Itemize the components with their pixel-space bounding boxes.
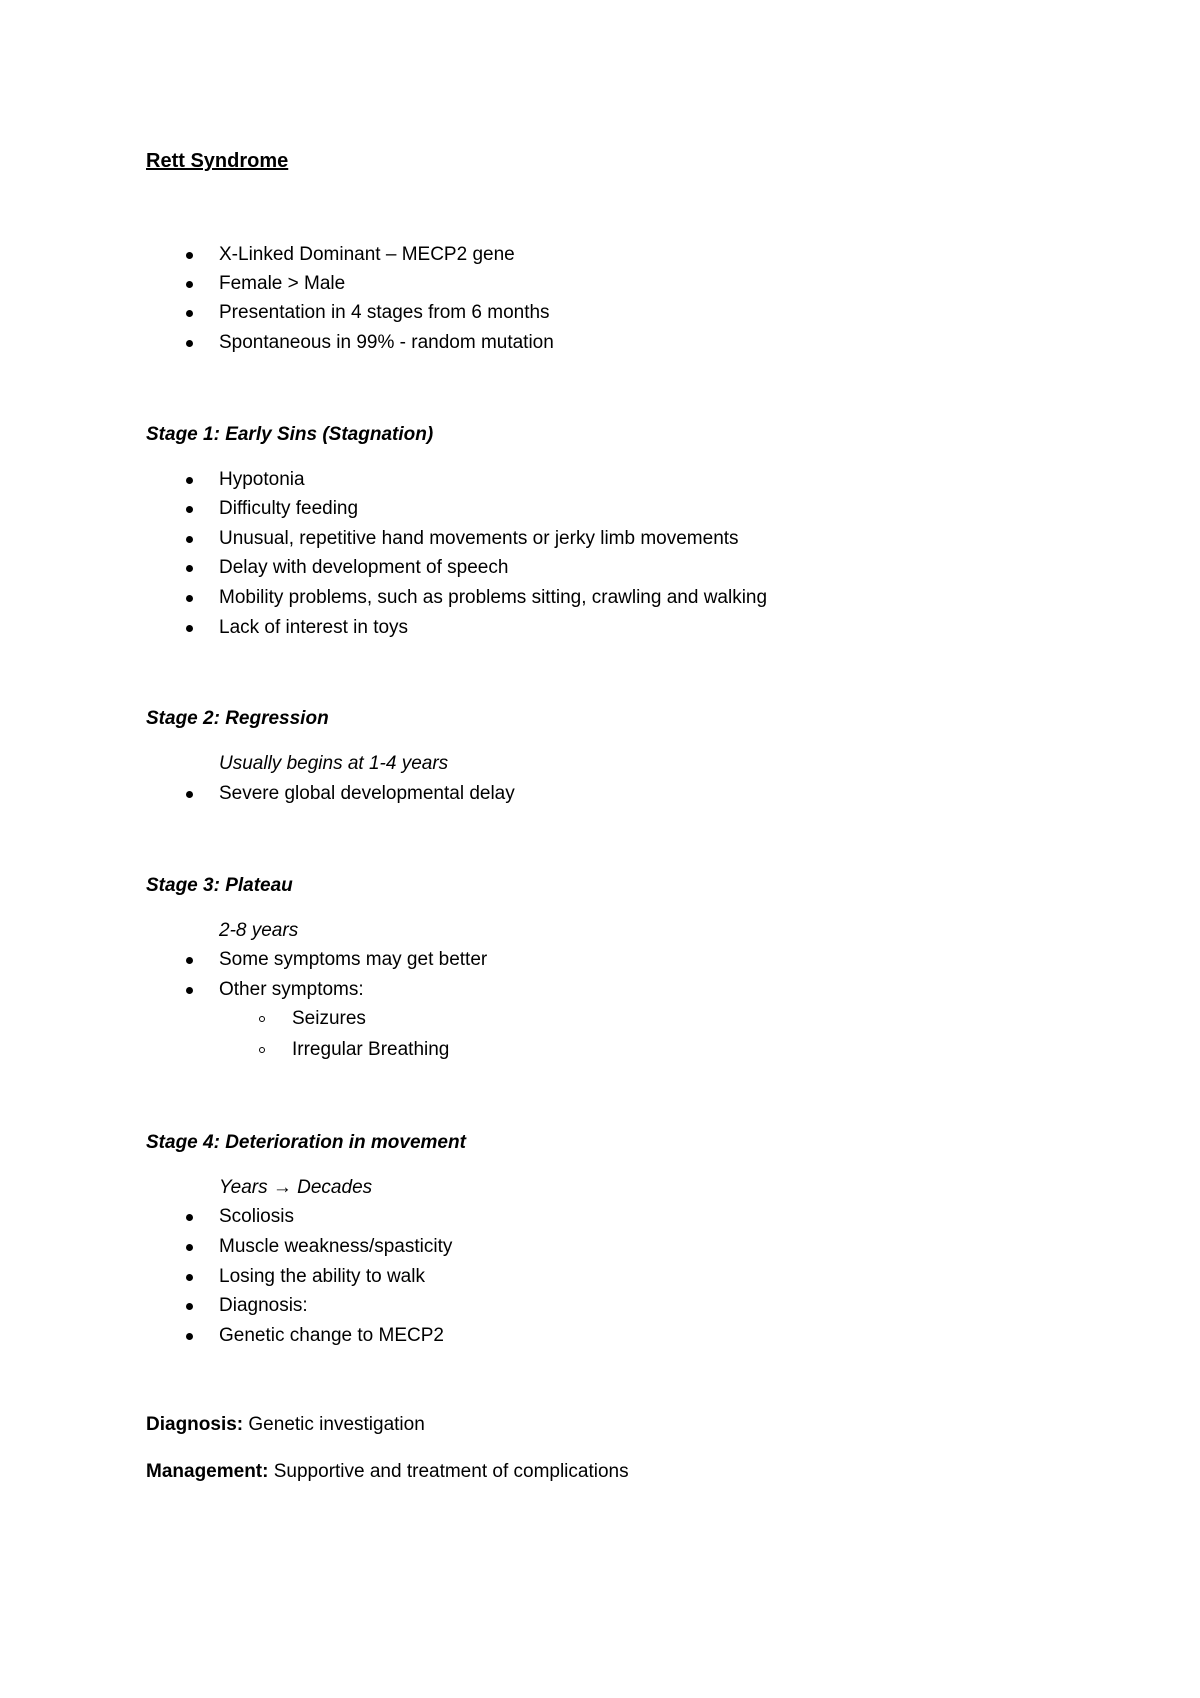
stage4-bullet: Muscle weakness/spasticity: [219, 1236, 453, 1257]
stage1-bullet: Hypotonia: [219, 469, 305, 490]
stage1-heading: Stage 1: Early Sins (Stagnation): [146, 424, 434, 445]
diagnosis-text: Genetic investigation: [243, 1414, 425, 1435]
stage4-heading: Stage 4: Deterioration in movement: [146, 1132, 466, 1153]
stage4-bullet: Diagnosis:: [219, 1295, 308, 1316]
intro-bullet: Presentation in 4 stages from 6 months: [219, 302, 550, 323]
stage2-heading: Stage 2: Regression: [146, 708, 329, 729]
stage4-bullet: Genetic change to MECP2: [219, 1325, 444, 1346]
management-label: Management:: [146, 1461, 269, 1482]
stage1-bullet: Delay with development of speech: [219, 557, 509, 578]
stage3-bullet: Other symptoms:: [219, 979, 364, 1000]
stage3-note: 2-8 years: [219, 920, 299, 941]
diagnosis-line: [146, 1413, 425, 1437]
stage1-bullet: Lack of interest in toys: [219, 617, 409, 638]
stage2-bullet: Severe global developmental delay: [219, 783, 515, 804]
stage3-bullet: Some symptoms may get better: [219, 949, 488, 970]
document-title: Rett Syndrome: [146, 150, 289, 172]
stage3-sub-bullet: Irregular Breathing: [292, 1039, 450, 1060]
stage1-bullet: Difficulty feeding: [219, 498, 359, 519]
stage4-note: Years → Decades: [219, 1177, 373, 1198]
stage4-bullet: Losing the ability to walk: [219, 1266, 425, 1287]
intro-bullet: X-Linked Dominant – MECP2 gene: [219, 244, 515, 265]
stage3-heading: Stage 3: Plateau: [146, 875, 293, 896]
diagnosis-label: Diagnosis:: [146, 1414, 244, 1435]
intro-bullet: Female > Male: [219, 273, 346, 294]
stage2-note: Usually begins at 1-4 years: [219, 753, 449, 774]
stage1-bullet: Mobility problems, such as problems sitting, crawling and walking: [219, 587, 768, 608]
management-text: Supportive and treatment of complications: [268, 1461, 629, 1482]
management-line: [146, 1460, 629, 1484]
stage3-sub-bullet: Seizures: [292, 1008, 366, 1029]
stage4-bullet: Scoliosis: [219, 1206, 294, 1227]
intro-bullet: Spontaneous in 99% - random mutation: [219, 332, 554, 353]
stage1-bullet: Unusual, repetitive hand movements or jerky limb movements: [219, 528, 739, 549]
